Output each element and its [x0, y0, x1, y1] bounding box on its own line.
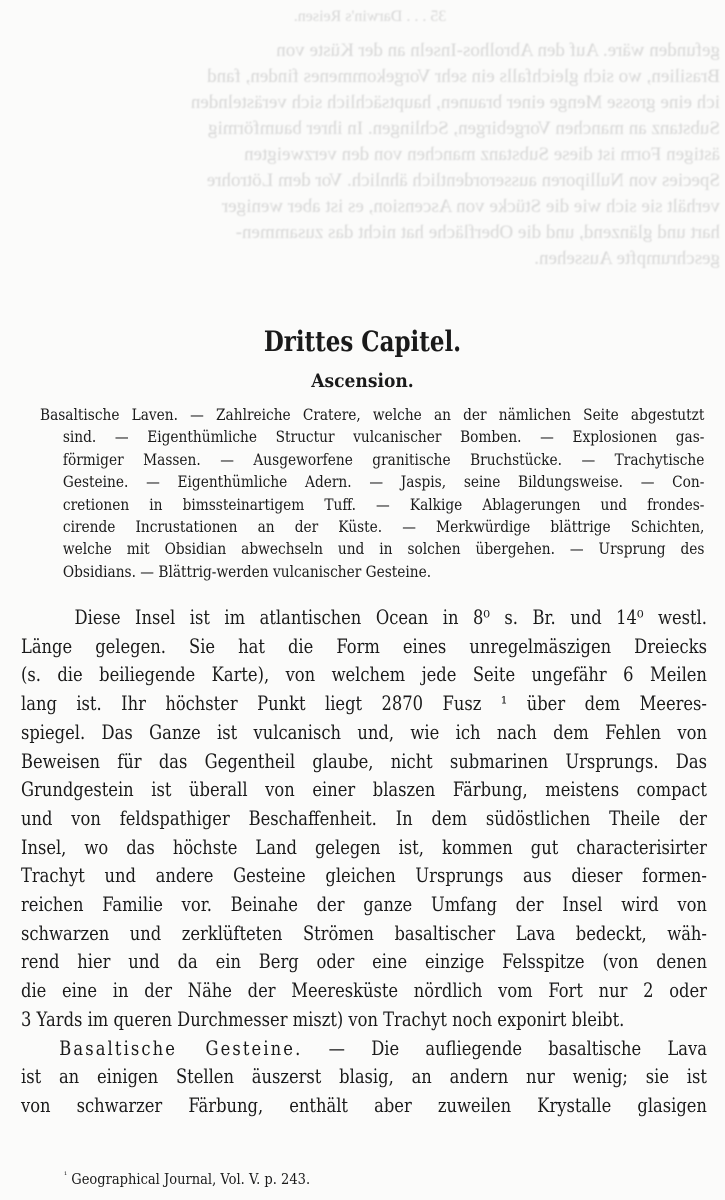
bleed-through-header: 35 . . . Darwin's Reisen. — [293, 8, 447, 25]
bleed-through-line: ich eine grosse Menge einer braunen, hauptsächlich sich verästelnden — [190, 92, 720, 113]
body-line: Insel, wo das höchste Land gelegen ist, kommen gut characterisirter — [21, 835, 707, 859]
bleed-through-line: geschrumpfte Aussehen. — [534, 248, 720, 269]
bleed-through-line: hart und glänzend, und die Oberfläche hat nicht das zusammen- — [235, 222, 720, 243]
body-line: Trachyt und andere Gesteine gleichen Ursprungs aus dieser formen- — [21, 864, 707, 888]
summary-line: Obsidians. — Blättrig-werden vulcanischer Gesteine. — [62, 562, 432, 581]
chapter-subtitle: Ascension. — [311, 370, 414, 392]
body-text — [21, 604, 707, 1121]
body-line: Beweisen für das Gegentheil glaube, nicht submarinen Ursprungs. Das — [21, 749, 707, 773]
summary-line: Basaltische Laven. — Zahlreiche Cratere, welche an der nämlichen Seite abgestutzt — [40, 406, 705, 424]
footnote-text: Geographical Journal, Vol. V. p. 243. — [67, 1172, 311, 1188]
body-line: von schwarzer Färbung, enthält aber zuweilen Krystalle glasigen — [21, 1093, 707, 1117]
body-line: lang ist. Ihr höchster Punkt liegt 2870 Fusz ¹ über dem Meeres- — [21, 692, 707, 716]
bleed-through-line: Species von Nulliporen ausserordentlich ähnlich. Vor dem Lötrohre — [206, 170, 720, 191]
bleed-through-line: verhält sie sich wie die Stücke von Ascension, es ist aber weniger — [221, 196, 720, 217]
body-line: Diese Insel ist im atlantischen Ocean in 8⁰ s. Br. und 14⁰ westl. — [74, 606, 707, 629]
body-line: 3 Yards im queren Durchmesser miszt) von Trachyt noch exponirt bleibt. — [21, 1007, 625, 1031]
body-line: reichen Familie vor. Beinahe der ganze Umfang der Insel wird von — [21, 893, 707, 917]
body-line: die eine in der Nähe der Meeresküste nördlich vom Fort nur 2 oder — [21, 979, 707, 1003]
bleed-through-line: gefunden wäre. Auf den Abrolhos-Inseln an der Küste von — [276, 40, 720, 61]
summary-line: welche mit Obsidian abwechseln und in solchen übergehen. — Ursprung des — [62, 540, 705, 559]
body-line: rend hier und da ein Berg oder eine einzige Felsspitze (von denen — [21, 950, 707, 974]
body-line: (s. die beiliegende Karte), von welchem jede Seite ungefähr 6 Meilen — [21, 663, 707, 687]
summary-line: cretionen in bimssteinartigem Tuff. — Kalkige Ablagerungen und frondes- — [62, 495, 705, 514]
bleed-through-text — [20, 0, 720, 320]
footnote-mark: ¹ — [64, 1170, 68, 1181]
summary-line: Gesteine. — Eigenthümliche Adern. — Jaspis, seine Bildungsweise. — Con- — [62, 473, 705, 492]
paragraph-2-lead: — Die aufliegende basaltische Lava — [302, 1036, 707, 1060]
body-line: schwarzen und zerklüfteten Strömen basaltischer Lava bedeckt, wäh- — [21, 921, 707, 945]
body-line: und von feldspathiger Beschaffenheit. In dem südöstlichen Theile der — [21, 806, 707, 830]
body-line: spiegel. Das Ganze ist vulcanisch und, wie ich nach dem Fehlen von — [21, 720, 707, 744]
bleed-through-line: Brasilien, wo sich gleichfalls ein sehr Vorgekommenes finden, fand — [207, 66, 720, 87]
bleed-through-line: Substanz an manchen Vorgebirgen, Schlingen. In ihrer baumförmig — [207, 118, 720, 139]
bleed-through-line: ästigen Form ist diese Substanz manchen von den verzweigten — [244, 144, 720, 165]
summary-line: förmiger Massen. — Ausgeworfene granitische Bruchstücke. — Trachytische — [62, 450, 705, 469]
footnote — [64, 1170, 310, 1190]
chapter-summary — [40, 404, 725, 583]
body-line: Grundgestein ist überall von einer blaszen Färbung, meistens compact — [21, 778, 707, 802]
body-line: ist an einigen Stellen äuszerst blasig, an andern nur wenig; sie ist — [21, 1065, 707, 1089]
summary-line: cirende Incrustationen an der Küste. — Merkwürdige blättrige Schichten, — [62, 518, 705, 537]
section-heading: Basaltische Gesteine. — [59, 1036, 303, 1060]
body-line: Länge gelegen. Sie hat die Form eines unregelmäszigen Dreiecks — [21, 634, 707, 658]
summary-line: sind. — Eigenthümliche Structur vulcanischer Bomben. — Explosionen gas- — [62, 428, 705, 447]
chapter-title: Drittes Capitel. — [263, 325, 462, 358]
paragraph-2-first-line — [21, 1035, 707, 1064]
